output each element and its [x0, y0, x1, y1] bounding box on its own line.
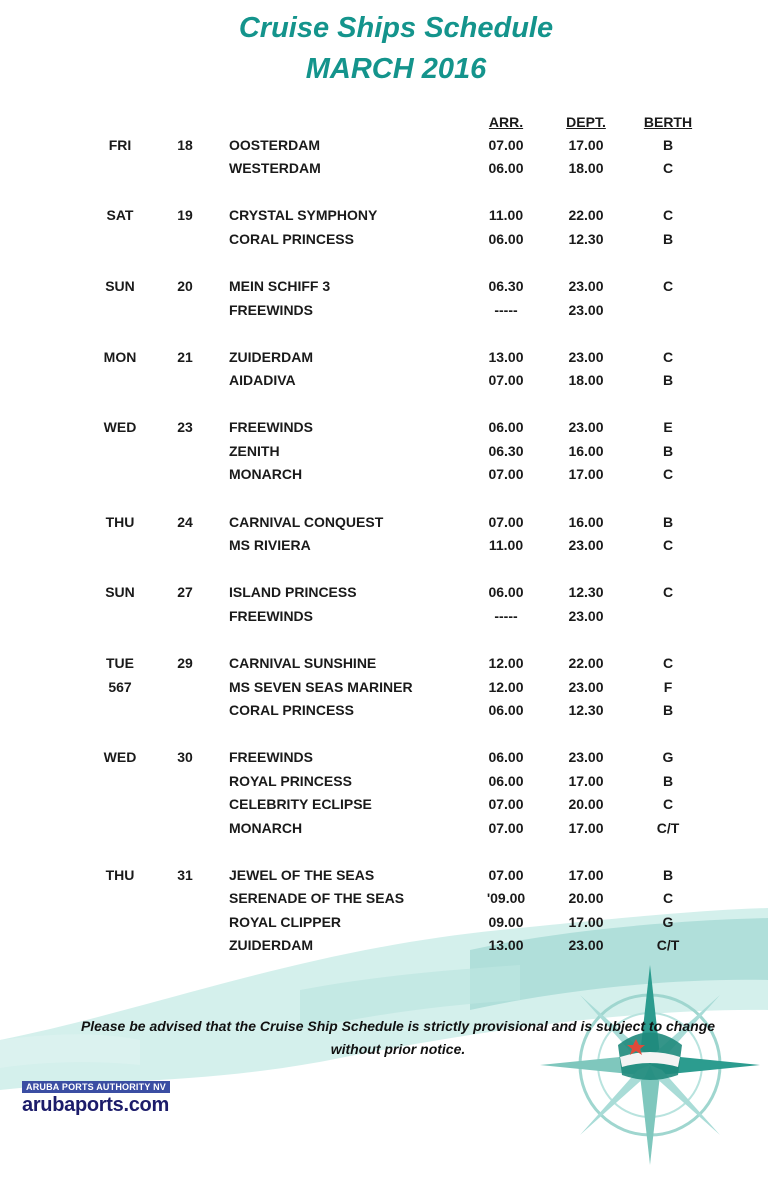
day-cell: WED [103, 749, 137, 765]
berth-cell: B [662, 867, 674, 883]
page-title: Cruise Ships Schedule [238, 12, 554, 44]
arrival-cell: 07.00 [488, 820, 524, 836]
ship-cell: FREEWINDS [229, 608, 313, 624]
ship-cell: FREEWINDS [229, 419, 313, 435]
departure-cell: 20.00 [568, 796, 604, 812]
berth-cell: C [662, 796, 674, 812]
departure-cell: 17.00 [568, 466, 604, 482]
header-berth: BERTH [643, 114, 693, 130]
table-row [0, 537, 768, 557]
arrival-cell: 06.00 [488, 773, 524, 789]
ship-cell: FREEWINDS [229, 302, 313, 318]
departure-cell: 18.00 [568, 372, 604, 388]
arrival-cell: 06.00 [488, 584, 524, 600]
ship-cell: MEIN SCHIFF 3 [229, 278, 331, 294]
arrival-cell: 06.00 [488, 702, 524, 718]
table-row [0, 443, 768, 463]
compass-rose-icon [500, 960, 768, 1170]
departure-cell: 23.00 [568, 537, 604, 553]
table-row [0, 914, 768, 934]
table-row [0, 820, 768, 840]
departure-cell: 18.00 [568, 160, 604, 176]
day-cell: THU [105, 514, 135, 530]
berth-cell: C [662, 537, 674, 553]
day-cell: WED [103, 419, 137, 435]
table-row [0, 278, 768, 298]
day-cell: SUN [105, 584, 135, 600]
arrival-cell: 06.30 [488, 278, 524, 294]
berth-cell: C [662, 890, 674, 906]
date-cell: 24 [177, 514, 193, 530]
day-cell: SUN [105, 278, 135, 294]
ship-cell: CELEBRITY ECLIPSE [229, 796, 372, 812]
day-cell: 567 [108, 679, 132, 695]
arrival-cell: 07.00 [488, 796, 524, 812]
header-dept: DEPT. [566, 114, 606, 130]
arrival-cell: 07.00 [488, 867, 524, 883]
departure-cell: 12.30 [568, 584, 604, 600]
logo-website: arubaports.com [22, 1094, 169, 1116]
logo-org-name: ARUBA PORTS AUTHORITY NV [22, 1081, 170, 1093]
arrival-cell: 07.00 [488, 372, 524, 388]
arrival-cell: 07.00 [488, 137, 524, 153]
arrival-cell: 07.00 [488, 514, 524, 530]
table-row [0, 207, 768, 227]
table-row [0, 702, 768, 722]
day-cell: SAT [106, 207, 134, 223]
table-row [0, 937, 768, 957]
arrival-cell: 07.00 [488, 466, 524, 482]
arrival-cell: 06.00 [488, 749, 524, 765]
arrival-cell: 12.00 [488, 679, 524, 695]
date-cell: 19 [177, 207, 193, 223]
table-row [0, 231, 768, 251]
ship-cell: CARNIVAL CONQUEST [229, 514, 384, 530]
ship-cell: AIDADIVA [229, 372, 296, 388]
table-row [0, 349, 768, 369]
departure-cell: 17.00 [568, 773, 604, 789]
arrival-cell: 09.00 [488, 914, 524, 930]
arrival-cell: '09.00 [486, 890, 526, 906]
header-arr: ARR. [488, 114, 524, 130]
departure-cell: 20.00 [568, 890, 604, 906]
berth-cell: C/T [656, 937, 680, 953]
table-row [0, 796, 768, 816]
berth-cell: B [662, 231, 674, 247]
ship-cell: ZENITH [229, 443, 280, 459]
arrival-cell: 12.00 [488, 655, 524, 671]
ship-cell: MONARCH [229, 820, 303, 836]
date-cell: 21 [177, 349, 193, 365]
berth-cell: C [662, 278, 674, 294]
departure-cell: 22.00 [568, 207, 604, 223]
disclaimer-notice: Please be advised that the Cruise Ship Schedule is strictly provisional and is subject to change without prior notice. [80, 1018, 716, 1057]
departure-cell: 16.00 [568, 443, 604, 459]
date-cell: 31 [177, 867, 193, 883]
arrival-cell: 06.00 [488, 231, 524, 247]
date-cell: 30 [177, 749, 193, 765]
arrival-cell: 11.00 [488, 207, 524, 223]
berth-cell: C [662, 466, 674, 482]
arrival-cell: ----- [494, 302, 518, 318]
ship-cell: MONARCH [229, 466, 303, 482]
ship-cell: CRYSTAL SYMPHONY [229, 207, 378, 223]
departure-cell: 12.30 [568, 702, 604, 718]
date-cell: 18 [177, 137, 193, 153]
arrival-cell: 13.00 [488, 349, 524, 365]
ship-cell: CORAL PRINCESS [229, 231, 354, 247]
berth-cell: F [663, 679, 673, 695]
table-row [0, 749, 768, 769]
table-row [0, 773, 768, 793]
departure-cell: 23.00 [568, 608, 604, 624]
ship-cell: SERENADE OF THE SEAS [229, 890, 405, 906]
ship-cell: ROYAL PRINCESS [229, 773, 352, 789]
departure-cell: 17.00 [568, 137, 604, 153]
table-row [0, 679, 768, 699]
date-cell: 29 [177, 655, 193, 671]
day-cell: MON [103, 349, 137, 365]
ship-cell: ZUIDERDAM [229, 937, 313, 953]
ship-cell: ROYAL CLIPPER [229, 914, 342, 930]
departure-cell: 17.00 [568, 867, 604, 883]
table-row [0, 584, 768, 604]
ship-cell: ZUIDERDAM [229, 349, 313, 365]
table-row [0, 867, 768, 887]
departure-cell: 23.00 [568, 749, 604, 765]
aruba-ports-logo [22, 1077, 170, 1117]
berth-cell: C [662, 207, 674, 223]
departure-cell: 23.00 [568, 679, 604, 695]
berth-cell: B [662, 702, 674, 718]
table-row [0, 160, 768, 180]
berth-cell: B [662, 514, 674, 530]
day-cell: TUE [106, 655, 134, 671]
arrival-cell: 06.00 [488, 160, 524, 176]
table-row [0, 608, 768, 628]
table-row [0, 514, 768, 534]
berth-cell: B [662, 137, 674, 153]
berth-cell: E [663, 419, 673, 435]
berth-cell: B [662, 372, 674, 388]
table-row [0, 137, 768, 157]
ship-cell: WESTERDAM [229, 160, 321, 176]
departure-cell: 22.00 [568, 655, 604, 671]
departure-cell: 12.30 [568, 231, 604, 247]
ship-cell: MS RIVIERA [229, 537, 311, 553]
departure-cell: 23.00 [568, 349, 604, 365]
table-row [0, 372, 768, 392]
departure-cell: 23.00 [568, 302, 604, 318]
table-row [0, 419, 768, 439]
ship-cell: FREEWINDS [229, 749, 313, 765]
departure-cell: 17.00 [568, 914, 604, 930]
date-cell: 20 [177, 278, 193, 294]
arrival-cell: 06.30 [488, 443, 524, 459]
table-row [0, 466, 768, 486]
ship-cell: OOSTERDAM [229, 137, 320, 153]
table-row [0, 302, 768, 322]
date-cell: 27 [177, 584, 193, 600]
departure-cell: 23.00 [568, 937, 604, 953]
berth-cell: G [662, 749, 674, 765]
departure-cell: 23.00 [568, 419, 604, 435]
date-cell: 23 [177, 419, 193, 435]
day-cell: THU [105, 867, 135, 883]
ship-cell: MS SEVEN SEAS MARINER [229, 679, 413, 695]
departure-cell: 23.00 [568, 278, 604, 294]
table-row [0, 890, 768, 910]
departure-cell: 16.00 [568, 514, 604, 530]
berth-cell: B [662, 773, 674, 789]
berth-cell: C/T [656, 820, 680, 836]
berth-cell: C [662, 160, 674, 176]
arrival-cell: 06.00 [488, 419, 524, 435]
departure-cell: 17.00 [568, 820, 604, 836]
arrival-cell: 13.00 [488, 937, 524, 953]
berth-cell: C [662, 655, 674, 671]
ship-cell: ISLAND PRINCESS [229, 584, 357, 600]
arrival-cell: 11.00 [488, 537, 524, 553]
ship-cell: CARNIVAL SUNSHINE [229, 655, 377, 671]
ship-cell: CORAL PRINCESS [229, 702, 354, 718]
day-cell: FRI [108, 137, 132, 153]
ship-cell: JEWEL OF THE SEAS [229, 867, 375, 883]
arrival-cell: ----- [494, 608, 518, 624]
berth-cell: G [662, 914, 674, 930]
berth-cell: C [662, 584, 674, 600]
table-header-row [0, 114, 768, 134]
table-row [0, 655, 768, 675]
page-subtitle: MARCH 2016 [305, 53, 487, 85]
berth-cell: C [662, 349, 674, 365]
berth-cell: B [662, 443, 674, 459]
